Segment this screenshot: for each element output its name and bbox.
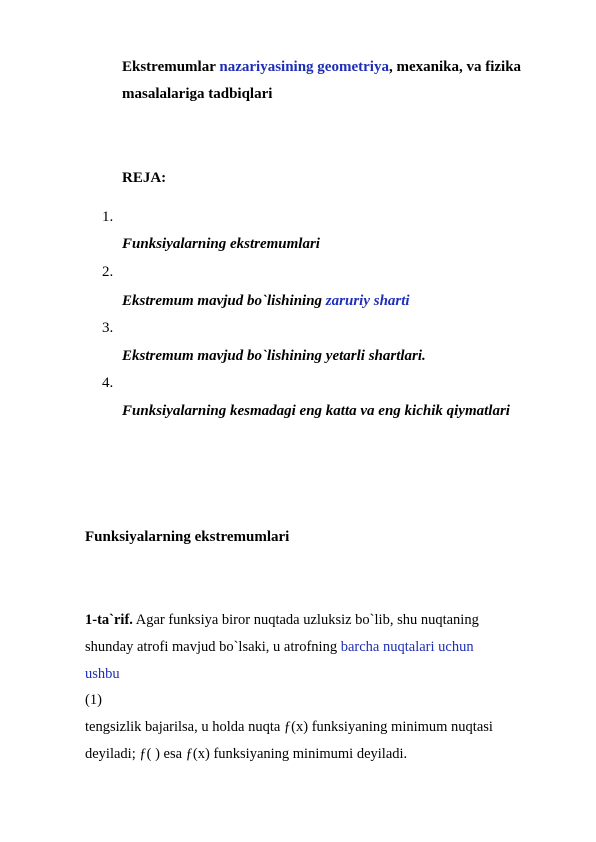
definition-line1-text: Agar funksiya biror nuqtada uzluksiz bo`lib, shu nuqtaning bbox=[132, 612, 479, 628]
plan-item-2-link[interactable]: zaruriy sharti bbox=[325, 293, 410, 309]
section-heading: Funksiyalarning ekstremumlari bbox=[85, 529, 290, 545]
definition-line-5: tengsizlik bajarilsa, u holda nuqta ƒ(x) funksiyaning minimum nuqtasi bbox=[85, 719, 493, 735]
definition-link-1[interactable]: barcha nuqtalari uchun bbox=[340, 639, 474, 655]
plan-heading: REJA: bbox=[122, 170, 167, 186]
equation-number: (1) bbox=[85, 692, 102, 708]
title-link[interactable]: nazariyasining geometriya bbox=[219, 59, 389, 75]
definition-line-2 bbox=[85, 639, 474, 656]
plan-item-2-text bbox=[122, 293, 410, 310]
definition-line-6: deyiladi; ƒ( ) esa ƒ(x) funksiyaning minimumi deyiladi. bbox=[85, 746, 408, 762]
plan-item-3-number: 3. bbox=[102, 320, 114, 336]
plan-item-4-text: Funksiyalarning kesmadagi eng katta va eng kichik qiymatlari bbox=[122, 403, 510, 419]
definition-label: 1-ta`rif. bbox=[85, 612, 133, 628]
title-part1: Ekstremumlar bbox=[122, 59, 220, 75]
plan-item-4-number: 4. bbox=[102, 375, 114, 391]
definition-line-1 bbox=[85, 612, 479, 629]
document-title-line2: masalalariga tadbiqlari bbox=[122, 86, 273, 102]
document-title bbox=[122, 59, 521, 76]
title-part3: , mexanika, va fizika bbox=[388, 59, 522, 75]
plan-item-3-text: Ekstremum mavjud bo`lishining yetarli shartlari. bbox=[122, 348, 426, 364]
plan-item-1-text: Funksiyalarning ekstremumlari bbox=[122, 236, 320, 252]
definition-link-2[interactable]: ushbu bbox=[85, 666, 120, 682]
plan-item-1-number: 1. bbox=[102, 209, 114, 225]
plan-item-2-number: 2. bbox=[102, 264, 114, 280]
definition-line2-text: shunday atrofi mavjud bo`lsaki, u atrofning bbox=[85, 639, 341, 655]
plan-item-2-label: Ekstremum mavjud bo`lishining bbox=[122, 293, 326, 309]
